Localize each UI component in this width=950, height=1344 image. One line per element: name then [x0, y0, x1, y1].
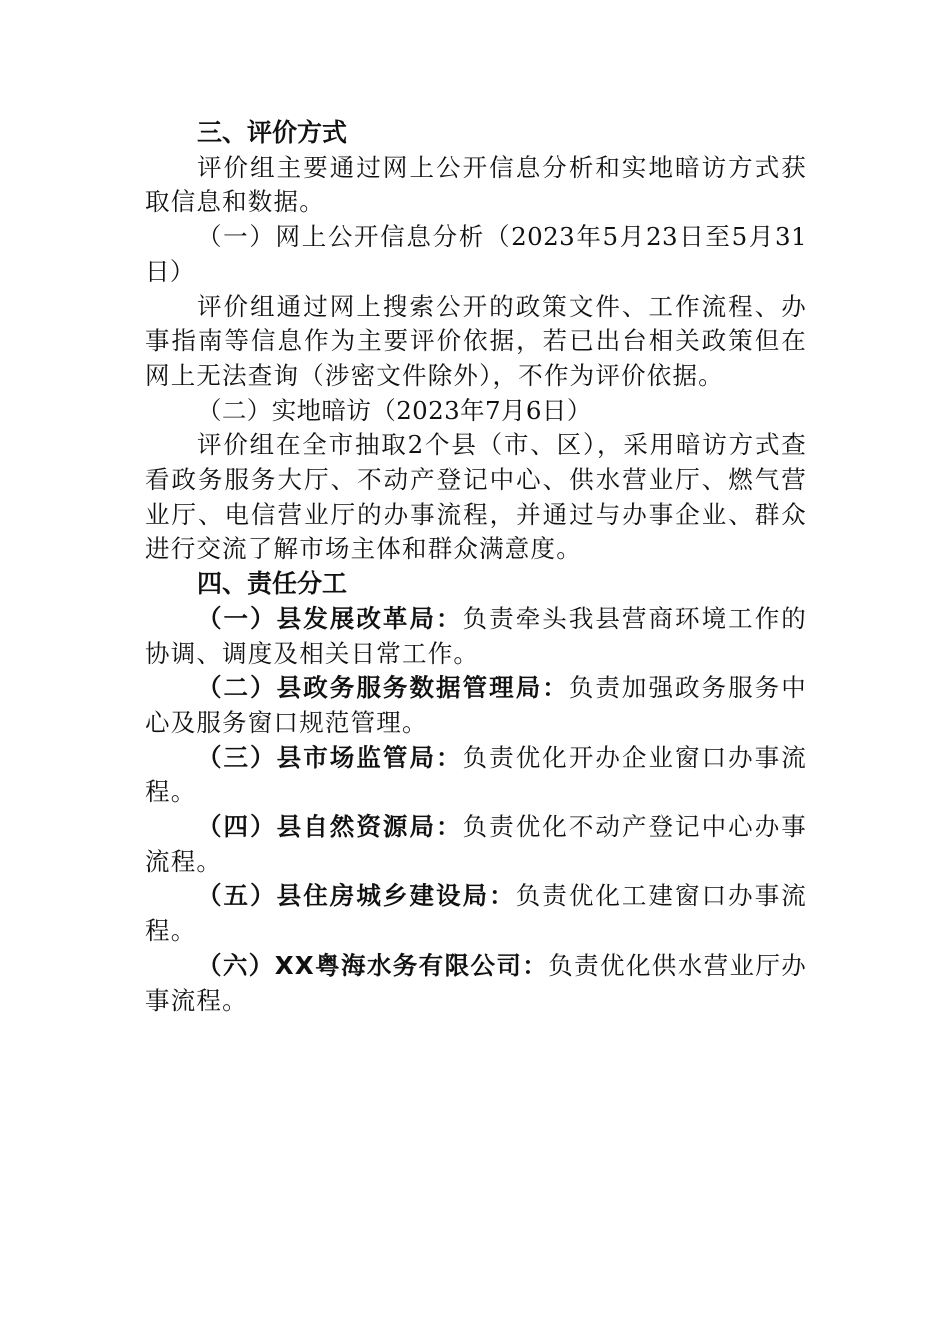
- responsibility-item: [145, 810, 807, 879]
- responsibility-item-text: 负责牵头我县营商环境工作的协调、调度及相关日常工作。: [145, 603, 807, 668]
- responsibility-item-text: 负责优化开办企业窗口办事流程。: [145, 742, 807, 807]
- responsibility-item-text: 负责优化工建窗口办事流程。: [145, 881, 807, 946]
- responsibility-item-text: 负责优化不动产登记中心办事流程。: [145, 812, 807, 876]
- responsibility-item-lead: （三）县市场监管局：: [197, 742, 463, 772]
- responsibility-item-text: 负责优化供水营业厅办事流程。: [145, 950, 808, 1015]
- responsibility-item-lead: （六）XX粤海水务有限公司：: [197, 950, 549, 980]
- responsibility-item-lead: （四）县自然资源局：: [197, 812, 463, 842]
- responsibility-item: [145, 949, 807, 1018]
- responsibility-item: [145, 879, 807, 948]
- evaluation-intro-paragraph: 评价组主要通过网上公开信息分析和实地暗访方式获取信息和数据。: [145, 152, 807, 217]
- online-analysis-subheading: （一）网上公开信息分析（2023年5月23日至5月31日）: [145, 222, 807, 286]
- section-heading-evaluation-method: 三、评价方式: [197, 118, 348, 147]
- responsibility-item-lead: （五）县住房城乡建设局：: [197, 881, 516, 911]
- responsibility-item-lead: （二）县政务服务数据管理局：: [197, 673, 569, 703]
- section-heading-responsibilities: 四、责任分工: [197, 569, 348, 599]
- responsibility-item-lead: （一）县发展改革局：: [197, 603, 463, 633]
- onsite-visit-subheading: （二）实地暗访（2023年7月6日）: [197, 395, 592, 425]
- responsibility-item: [145, 671, 807, 740]
- responsibility-item: [145, 741, 807, 810]
- onsite-visit-paragraph: 评价组在全市抽取2个县（市、区），采用暗访方式查看政务服务大厅、不动产登记中心、供水营业厅、燃气营业厅、电信营业厅的办事流程，并通过与办事企业、群众进行交流了解市场主体和群众满意度。: [145, 430, 807, 564]
- document-page: [145, 116, 807, 1018]
- responsibility-item-text: 负责加强政务服务中心及服务窗口规范管理。: [145, 673, 807, 737]
- responsibility-item: [145, 602, 807, 671]
- online-analysis-paragraph: 评价组通过网上搜索公开的政策文件、工作流程、办事指南等信息作为主要评价依据，若已出台相关政策但在网上无法查询（涉密文件除外），不作为评价依据。: [145, 291, 807, 390]
